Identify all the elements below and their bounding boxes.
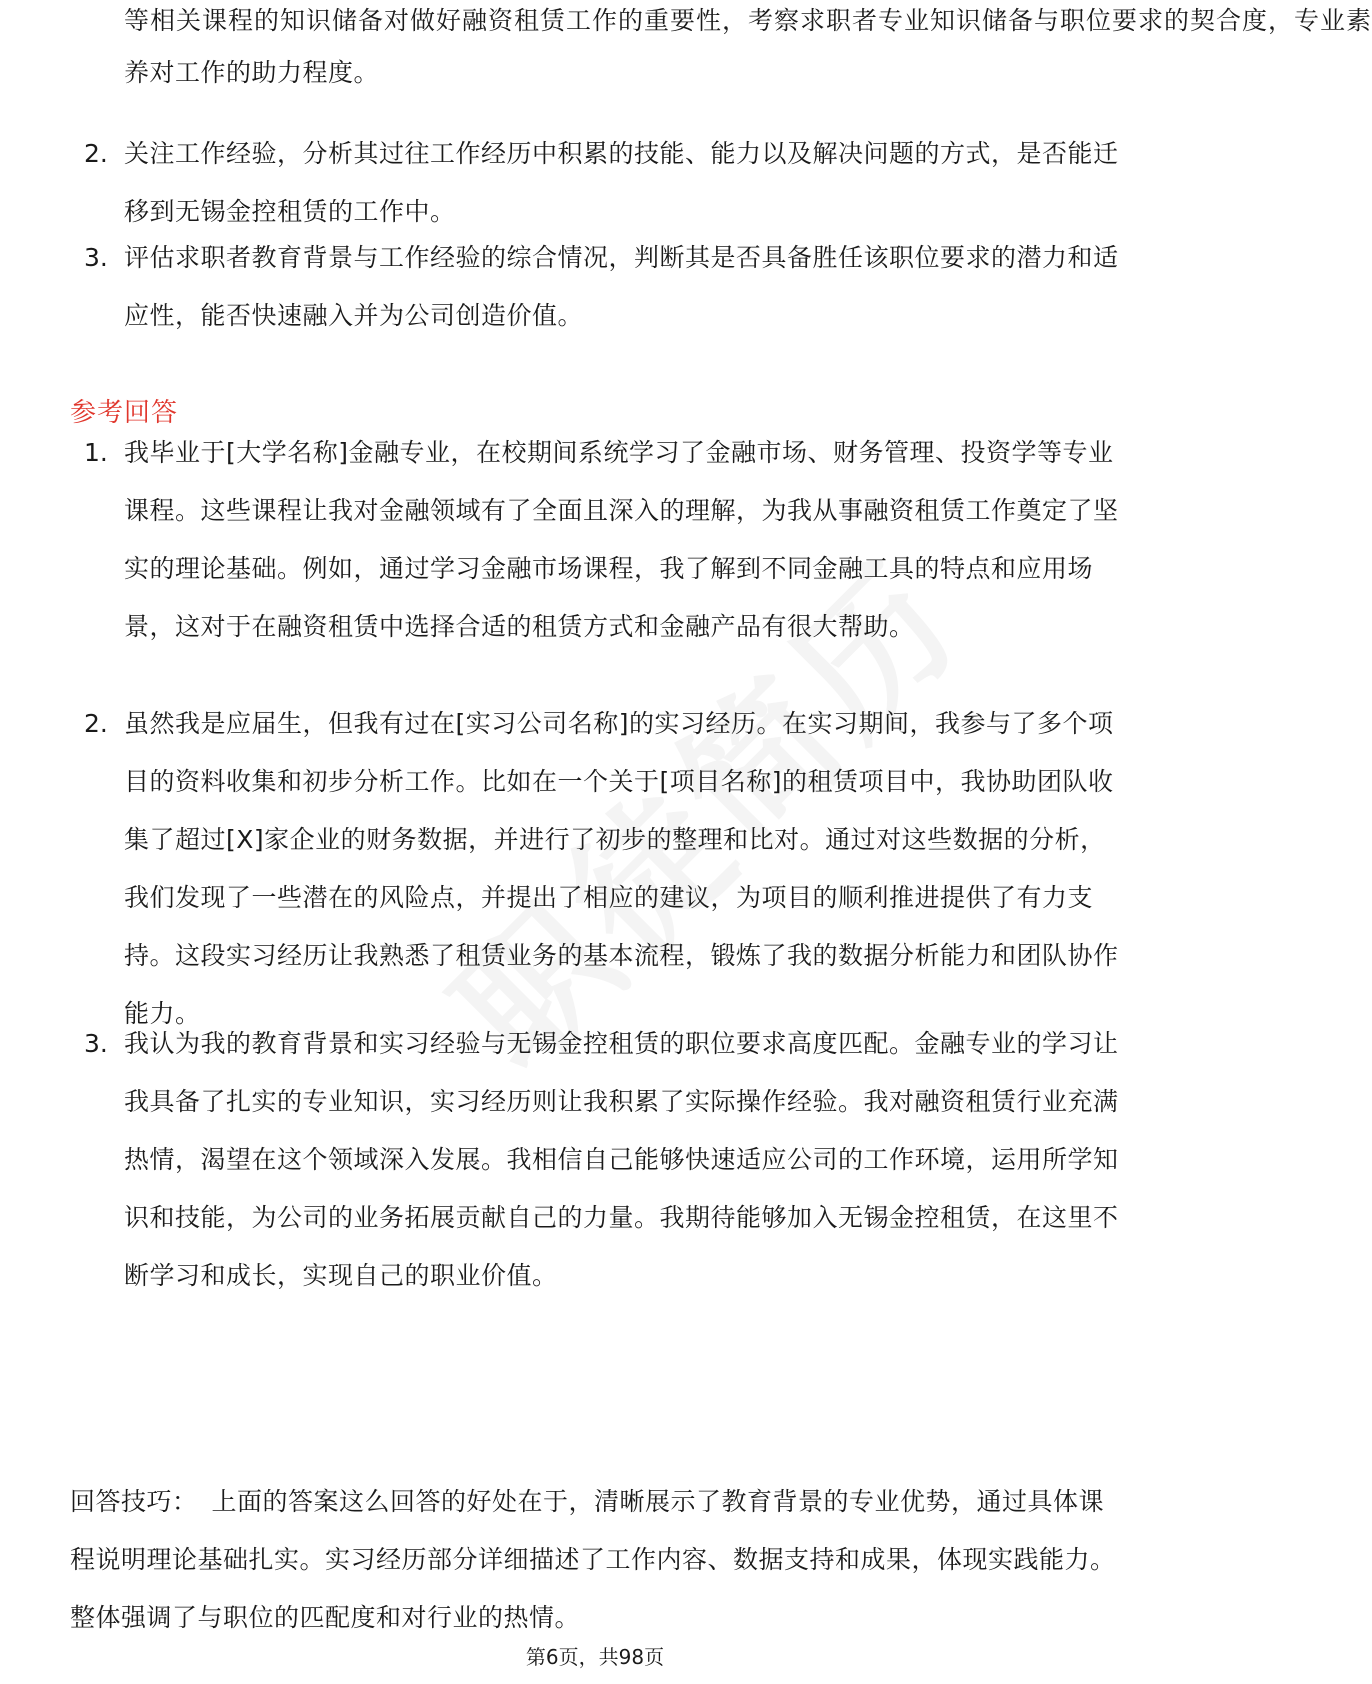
list-item-number: 1.	[84, 438, 108, 467]
section-title-reference-answer: 参考回答	[70, 398, 179, 428]
answer-tips-paragraph	[70, 1473, 1120, 1647]
list-item-text: 我认为我的教育背景和实习经验与无锡金控租赁的职位要求高度匹配。金融专业的学习让我具备了扎实的专业知识，实习经历则让我积累了实际操作经验。我对融资租赁行业充满热情，渴望在这个领域深入发展。我相信自己能够快速适应公司的工作环境，运用所学知识和技能，为公司的业务拓展贡献自己的力量。我期待能够加入无锡金控租赁，在这里不断学习和成长，实现自己的职业价值。	[124, 1029, 1119, 1290]
list-item-number: 3.	[84, 1029, 108, 1058]
list-item-number: 2.	[84, 709, 108, 738]
cut-off-text: 等相关课程的知识储备对做好融资租赁工作的重要性，考察求职者专业知识储备与职位要求的契合度，专业素	[124, 6, 1372, 35]
cut-off-text-line	[124, 6, 1372, 35]
list-item-text: 评估求职者教育背景与工作经验的综合情况，判断其是否具备胜任该职位要求的潜力和适应性，能否快速融入并为公司创造价值。	[124, 243, 1119, 330]
list-item-number: 3.	[84, 243, 108, 272]
answer-tips-label: 回答技巧：	[70, 1487, 198, 1516]
list-item-text: 我毕业于[大学名称]金融专业，在校期间系统学习了金融市场、财务管理、投资学等专业课程。这些课程让我对金融领域有了全面且深入的理解，为我从事融资租赁工作奠定了坚实的理论基础。例如，通过学习金融市场课程，我了解到不同金融工具的特点和应用场景，这对于在融资租赁中选择合适的租赁方式和金融产品有很大帮助。	[124, 438, 1119, 641]
list-item-text: 关注工作经验，分析其过往工作经历中积累的技能、能力以及解决问题的方式，是否能迁移到无锡金控租赁的工作中。	[124, 139, 1119, 226]
list-item-text: 虽然我是应届生，但我有过在[实习公司名称]的实习经历。在实习期间，我参与了多个项目的资料收集和初步分析工作。比如在一个关于[项目名称]的租赁项目中，我协助团队收集了超过[X]家企业的财务数据，并进行了初步的整理和比对。通过对这些数据的分析，我们发现了一些潜在的风险点，并提出了相应的建议，为项目的顺利推进提供了有力支持。这段实习经历让我熟悉了租赁业务的基本流程，锻炼了我的数据分析能力和团队协作能力。	[124, 709, 1119, 1028]
page-number: 第6页，共98页	[525, 1645, 665, 1669]
list-item-number: 2.	[84, 139, 108, 168]
answer-tips-text: 上面的答案这么回答的好处在于，清晰展示了教育背景的专业优势，通过具体课程说明理论基础扎实。实习经历部分详细描述了工作内容、数据支持和成果，体现实践能力。整体强调了与职位的匹配度和对行业的热情。	[70, 1487, 1116, 1632]
list-item-text: 养对工作的助力程度。	[124, 58, 380, 87]
